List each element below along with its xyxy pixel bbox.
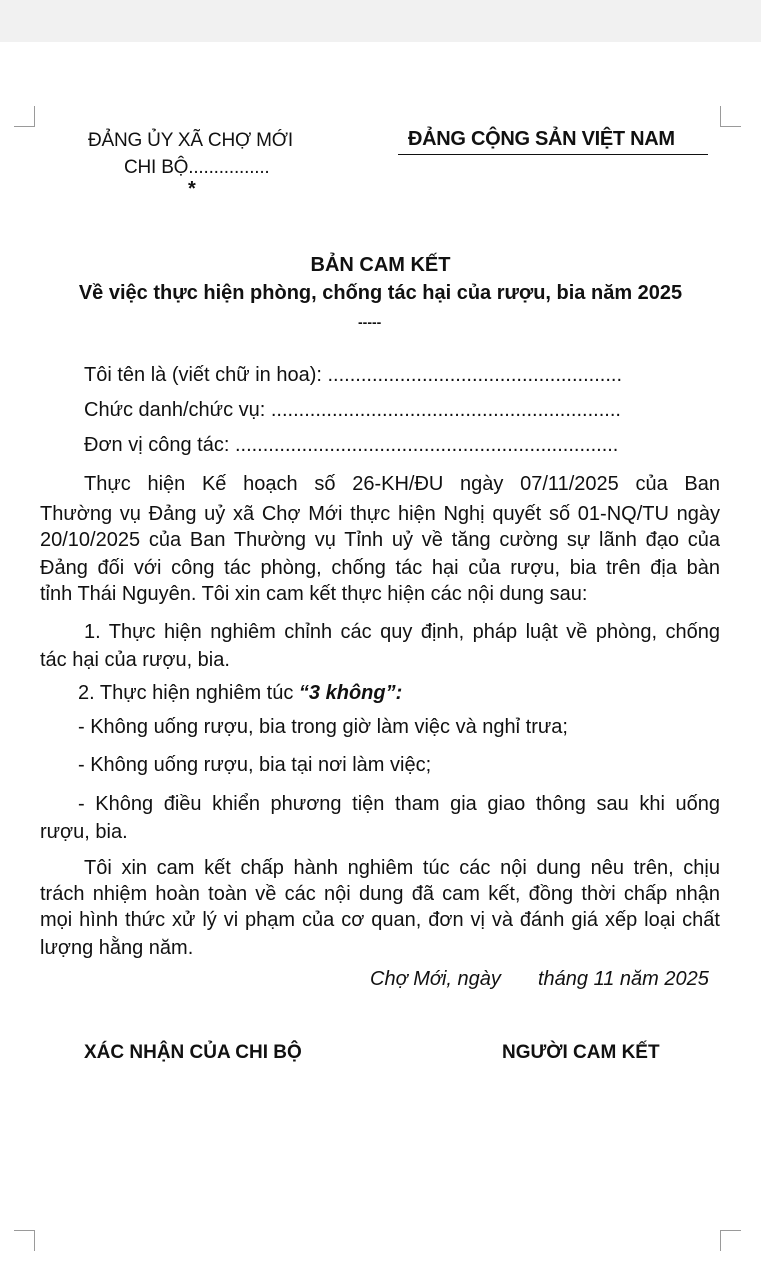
position-field-line: Chức danh/chức vụ: ...............................................................: [84, 399, 621, 421]
item-1-line-2: tác hại của rượu, bia.: [40, 649, 230, 671]
paragraph-1-line-5: tỉnh Thái Nguyên. Tôi xin cam kết thực hiện các nội dung sau:: [40, 583, 588, 605]
page-corner-mark-top-right: [720, 106, 741, 127]
bullet-2: - Không uống rượu, bia tại nơi làm việc;: [78, 754, 432, 776]
date-place: Chợ Mới, ngày: [370, 968, 501, 990]
org-line-1: ĐẢNG ỦY XÃ CHỢ MỚI: [88, 130, 293, 151]
closing-line-4: lượng hằng năm.: [40, 937, 194, 959]
bullet-1: - Không uống rượu, bia trong giờ làm việc và nghỉ trưa;: [78, 716, 568, 738]
document-title: BẢN CAM KẾT: [310, 254, 451, 276]
closing-line-2: trách nhiệm hoàn toàn về các nội dung đã cam kết, đồng thời chấp nhận: [40, 883, 720, 905]
org-line-2: CHI BỘ................: [124, 157, 270, 178]
item-2: [78, 682, 402, 705]
closing-line-3: mọi hình thức xử lý vi phạm của cơ quan, đơn vị và đánh giá xếp loại chất: [40, 909, 720, 931]
date-rest: tháng 11 năm 2025: [538, 968, 709, 990]
bullet-3-line-2: rượu, bia.: [40, 821, 128, 843]
header-star: *: [188, 178, 196, 200]
paragraph-1-line-1: Thực hiện Kế hoạch số 26-KH/ĐU ngày 07/11/2025 của Ban: [84, 473, 720, 495]
title-separator: -----: [358, 314, 382, 330]
bullet-3-line-1: - Không điều khiển phương tiện tham gia giao thông sau khi uống: [78, 793, 720, 815]
signature-right-heading: NGƯỜI CAM KẾT: [502, 1042, 660, 1063]
signature-left-heading: XÁC NHẬN CỦA CHI BỘ: [84, 1042, 302, 1063]
document-subtitle: Về việc thực hiện phòng, chống tác hại của rượu, bia năm 2025: [78, 282, 683, 304]
party-name-underline: [398, 154, 708, 155]
page-corner-mark-bottom-left: [14, 1230, 35, 1251]
page-corner-mark-bottom-right: [720, 1230, 741, 1251]
page-corner-mark-top-left: [14, 106, 35, 127]
item-2-emphasis: “3 không”:: [298, 682, 403, 704]
paragraph-1-line-4: Đảng đối với công tác phòng, chống tác hại của rượu, bia trên địa bàn: [40, 557, 720, 579]
name-field-line: Tôi tên là (viết chữ in hoa): .....................................................: [84, 364, 622, 386]
viewer-top-bar: [0, 0, 761, 42]
closing-line-1: Tôi xin cam kết chấp hành nghiêm túc các nội dung nêu trên, chịu: [84, 857, 720, 879]
item-2-text: 2. Thực hiện nghiêm túc: [78, 682, 299, 704]
unit-field-line: Đơn vị công tác: .....................................................................: [84, 434, 619, 456]
paragraph-1-line-3: 20/10/2025 của Ban Thường vụ Tỉnh uỷ về tăng cường sự lãnh đạo của: [40, 529, 720, 551]
paragraph-1-line-2: Thường vụ Đảng uỷ xã Chợ Mới thực hiện Nghị quyết số 01-NQ/TU ngày: [40, 503, 720, 525]
item-1-line-1: 1. Thực hiện nghiêm chỉnh các quy định, pháp luật về phòng, chống: [84, 621, 720, 643]
party-name: ĐẢNG CỘNG SẢN VIỆT NAM: [408, 128, 675, 150]
